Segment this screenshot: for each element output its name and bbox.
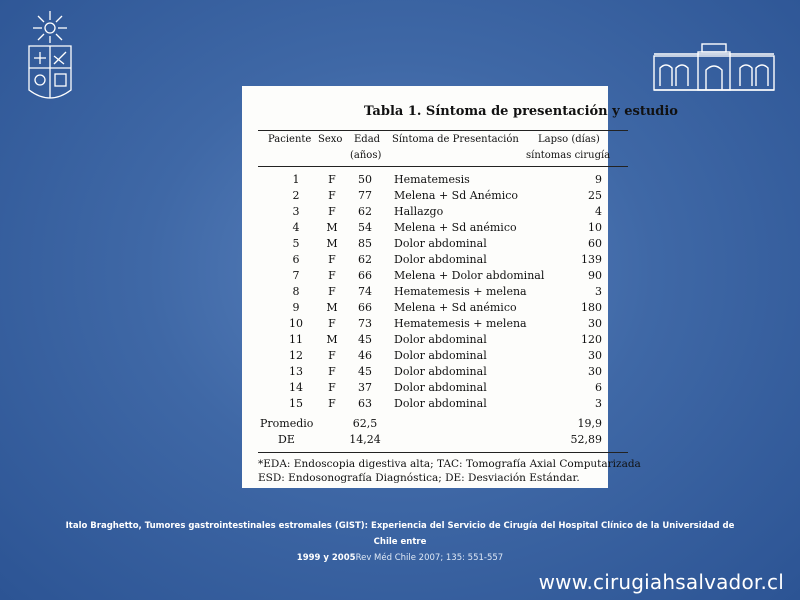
cell-lapso: 3	[595, 285, 602, 298]
cell-lapso: 139	[581, 253, 602, 266]
cell-paciente: 14	[289, 381, 303, 394]
header-edad-unit: (años)	[350, 150, 382, 161]
cell-sintoma: Melena + Sd anémico	[394, 221, 517, 234]
cell-sintoma: Dolor abdominal	[394, 333, 487, 346]
cell-sintoma: Hallazgo	[394, 205, 444, 218]
cell-sintoma: Dolor abdominal	[394, 253, 487, 266]
table-row	[242, 173, 608, 189]
table-row	[242, 301, 608, 317]
cell-sintoma: Dolor abdominal	[394, 381, 487, 394]
table-row	[242, 397, 608, 413]
cell-lapso: 30	[588, 349, 602, 362]
cell-lapso: 120	[581, 333, 602, 346]
table-row	[242, 269, 608, 285]
website-url: www.cirugiahsalvador.cl	[538, 570, 784, 594]
citation-journal: Rev Méd Chile 2007; 135: 551-557	[355, 553, 504, 563]
cell-sexo: M	[326, 333, 338, 346]
university-crest-icon	[24, 8, 76, 108]
footnote-1: *EDA: Endoscopia digestiva alta; TAC: Tomografía Axial Computarizada	[258, 458, 641, 470]
cell-edad: 74	[358, 285, 372, 298]
cell-sintoma: Dolor abdominal	[394, 237, 487, 250]
header-lapso-sub: síntomas cirugía	[526, 150, 611, 161]
cell-sintoma: Dolor abdominal	[394, 349, 487, 362]
header-sintoma: Síntoma de Presentación	[392, 134, 519, 145]
cell-sexo: M	[326, 221, 338, 234]
cell-sexo: F	[328, 397, 336, 410]
header-edad: Edad	[354, 134, 381, 145]
cell-sintoma: Hematemesis + melena	[394, 285, 527, 298]
cell-edad: 77	[358, 189, 372, 202]
de-edad: 14,24	[349, 433, 381, 446]
cell-paciente: 4	[292, 221, 300, 234]
cell-sintoma: Melena + Sd anémico	[394, 301, 517, 314]
cell-lapso: 9	[595, 173, 602, 186]
cell-paciente: 9	[292, 301, 300, 314]
table-top-rule	[258, 130, 628, 131]
cell-paciente: 12	[289, 349, 303, 362]
table-header-rule	[258, 166, 628, 167]
cell-paciente: 11	[289, 333, 303, 346]
cell-paciente: 3	[292, 205, 300, 218]
cell-edad: 66	[358, 269, 372, 282]
cell-paciente: 5	[292, 237, 300, 250]
promedio-edad: 62,5	[352, 417, 378, 430]
cell-paciente: 2	[292, 189, 300, 202]
citation-years: 1999 y 2005	[296, 553, 356, 563]
cell-paciente: 1	[292, 173, 300, 186]
cell-sexo: F	[328, 269, 336, 282]
de-label: DE	[278, 433, 295, 446]
cell-lapso: 180	[581, 301, 602, 314]
cell-lapso: 60	[588, 237, 602, 250]
cell-edad: 62	[358, 205, 372, 218]
de-lapso: 52,89	[570, 433, 602, 446]
citation-authors-title: Italo Braghetto, Tumores gastrointestinales estromales (GIST): Experiencia del Servicio de Cirugía del Hospital Clínico de la Universidad de Chile entre	[65, 521, 735, 547]
cell-sintoma: Dolor abdominal	[394, 365, 487, 378]
cell-sintoma: Dolor abdominal	[394, 397, 487, 410]
cell-sexo: F	[328, 349, 336, 362]
promedio-lapso: 19,9	[577, 417, 602, 430]
table-row	[242, 381, 608, 397]
cell-edad: 45	[358, 365, 372, 378]
cell-lapso: 4	[595, 205, 602, 218]
cell-edad: 73	[358, 317, 372, 330]
table-title: Tabla 1. Síntoma de presentación y estudio	[364, 104, 678, 119]
cell-sexo: F	[328, 189, 336, 202]
summary-row-de	[242, 433, 608, 449]
table-row	[242, 205, 608, 221]
cell-sexo: F	[328, 285, 336, 298]
cell-sexo: F	[328, 317, 336, 330]
header-lapso: Lapso (días)	[538, 134, 600, 145]
cell-sintoma: Hematemesis + melena	[394, 317, 527, 330]
cell-edad: 85	[358, 237, 372, 250]
cell-lapso: 30	[588, 317, 602, 330]
cell-edad: 37	[358, 381, 372, 394]
header-sexo: Sexo	[318, 134, 343, 145]
table-bottom-rule	[258, 452, 628, 453]
promedio-label: Promedio	[260, 417, 314, 430]
table-row	[242, 253, 608, 269]
cell-sexo: F	[328, 365, 336, 378]
cell-sexo: F	[328, 253, 336, 266]
cell-paciente: 8	[292, 285, 300, 298]
summary-row-promedio	[242, 417, 608, 433]
cell-sexo: M	[326, 301, 338, 314]
cell-sexo: F	[328, 205, 336, 218]
table-row	[242, 317, 608, 333]
cell-lapso: 90	[588, 269, 602, 282]
table-row	[242, 237, 608, 253]
table-figure	[242, 86, 678, 488]
cell-lapso: 10	[588, 221, 602, 234]
cell-sintoma: Melena + Dolor abdominal	[394, 269, 545, 282]
footnote-2: ESD: Endosonografía Diagnóstica; DE: Desviación Estándar.	[258, 472, 580, 484]
table-row	[242, 221, 608, 237]
cell-edad: 66	[358, 301, 372, 314]
table-row	[242, 349, 608, 365]
table-row	[242, 285, 608, 301]
cell-paciente: 15	[289, 397, 303, 410]
cell-sexo: M	[326, 237, 338, 250]
cell-sexo: F	[328, 381, 336, 394]
hospital-building-icon	[652, 42, 776, 94]
cell-lapso: 6	[595, 381, 602, 394]
cell-sintoma: Hematemesis	[394, 173, 470, 186]
cell-edad: 50	[358, 173, 372, 186]
cell-lapso: 3	[595, 397, 602, 410]
cell-paciente: 13	[289, 365, 303, 378]
cell-edad: 54	[358, 221, 372, 234]
table-row	[242, 189, 608, 205]
cell-lapso: 25	[588, 189, 602, 202]
cell-lapso: 30	[588, 365, 602, 378]
cell-sintoma: Melena + Sd Anémico	[394, 189, 518, 202]
cell-edad: 45	[358, 333, 372, 346]
cell-edad: 62	[358, 253, 372, 266]
table-row	[242, 333, 608, 349]
cell-paciente: 6	[292, 253, 300, 266]
cell-sexo: F	[328, 173, 336, 186]
cell-edad: 63	[358, 397, 372, 410]
header-paciente: Paciente	[268, 134, 312, 145]
cell-paciente: 10	[289, 317, 303, 330]
table-row	[242, 365, 608, 381]
cell-edad: 46	[358, 349, 372, 362]
citation	[60, 518, 740, 566]
cell-paciente: 7	[292, 269, 300, 282]
